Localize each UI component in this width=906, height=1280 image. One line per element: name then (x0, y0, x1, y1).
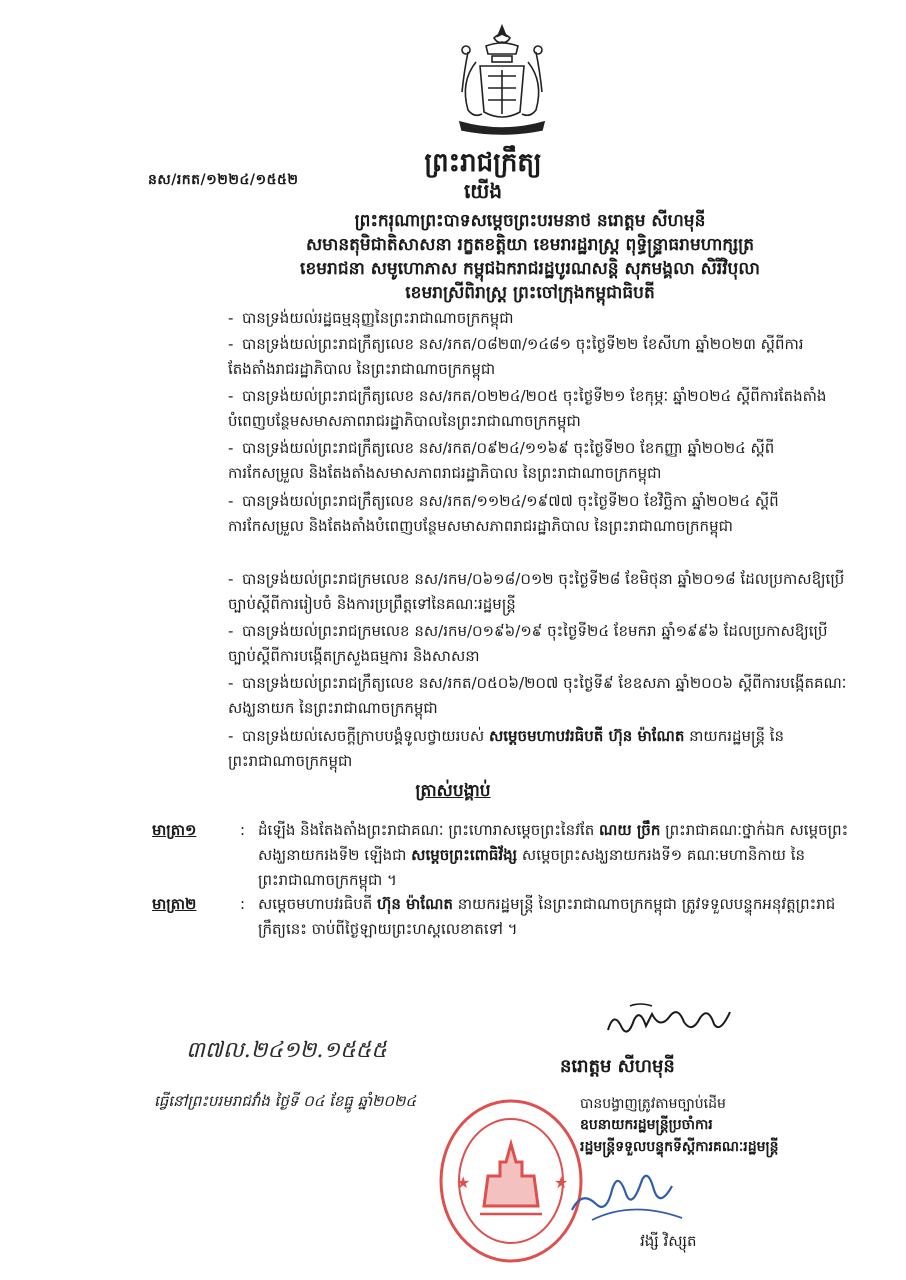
recital-item: - បានទ្រង់យល់សេចក្តីក្រាបបង្គំទូលថ្វាយរបស់ សម្តេចមហាបវរធិបតី ហ៊ុន ម៉ាណែត នាយករដ្ឋមន្ត្រី នៃព្រះរាជាណាចក្រកម្ពុជា (228, 727, 785, 770)
minister-signature-icon (562, 1160, 692, 1230)
cosign-line: ឧបនាយករដ្ឋមន្ត្រីប្រចាំការ (580, 1117, 713, 1133)
recital-item: - បានទ្រង់យល់ព្រះរាជក្រឹត្យលេខ នស/រកត/០៨២៣/១៤៨១ ចុះថ្ងៃទី២២ ខែសីហា ឆ្នាំ២០២៣ ស្តីពីការតែងតាំងរាជរដ្ឋាភិបាល នៃព្រះរាជាណាចក្រកម្ពុជា (228, 335, 804, 378)
cosign-line: បានបង្វាញត្រូវតាមច្បាប់ដើម (580, 1096, 726, 1112)
reference-number: នស/រកត/១២២៤/១៥៥២ (148, 172, 299, 188)
article-label: មាត្រា១ (152, 821, 197, 839)
minister-name: វង្សី វិស្សុត (640, 1232, 697, 1250)
section-heading: ត្រាស់បង្គាប់ (415, 781, 491, 801)
recital-item: - បានទ្រង់យល់ព្រះរាជក្រឹត្យលេខ នស/រកត/០៩២៤/១១៦៩ ចុះថ្ងៃទី២០ ខែកញ្ញា ឆ្នាំ២០២៤ ស្តីពីការកែសម្រួល និងតែងតាំងសមាសភាពរាជរដ្ឋាភិបាល នៃព្រះរាជាណាចក្រកម្ពុជា (228, 439, 775, 482)
header-line: ខេមរាជនា សមូហោភាស កម្ពុជឯករាជរដ្ឋបូរណសន្តិ សុភមង្គលា សិរីវិបុលា (300, 259, 760, 279)
recital-item: - បានទ្រង់យល់រដ្ឋធម្មនុញ្ញនៃព្រះរាជាណាចក្រកម្ពុជា (228, 309, 514, 327)
recital-item: - បានទ្រង់យល់ព្រះរាជក្រមលេខ នស/រកម/០៦១៨/០១២ ចុះថ្ងៃទី២៨ ខែមិថុនា ឆ្នាំ២០១៨ ដែលប្រកាសឱ្យប្រើច្បាប់ស្តីពីការរៀបចំ និងការប្រព្រឹត្តទៅនៃគណៈរដ្ឋមន្ត្រី (228, 570, 845, 613)
article-text: សម្តេចមហាបវរធិបតី ហ៊ុន ម៉ាណែត នាយករដ្ឋមន្ត្រី នៃព្រះរាជាណាចក្រកម្ពុជា ត្រូវទទួលបន្ទុកអនុវត្តព្រះរាជក្រឹត្យនេះ ចាប់ពីថ្ងៃឡាយព្រះហស្តលេខាតទៅ ។ (258, 895, 836, 938)
header-line: សមានតុមិជាតិសាសនា រក្ខតខត្តិយា ខេមរារដ្ឋរាស្ត្រ ពុទ្ធិន្ទ្រាធរាមហាក្សត្រ (305, 235, 755, 255)
recital-item: - បានទ្រង់យល់ព្រះរាជក្រឹត្យលេខ នស/រកត/១១២៤/១៩៧៧ ចុះថ្ងៃទី២០ ខែវិច្ឆិកា ឆ្នាំ២០២៤ ស្តីពីការកែសម្រួល និងតែងតាំងបំពេញបន្ថែមសមាសភាពរាជរដ្ឋាភិបាល នៃព្រះរាជាណាចក្រកម្ពុជា (228, 492, 779, 535)
article-2: មាត្រា២ : សម្តេចមហាបវរធិបតី ហ៊ុន ម៉ាណែត នាយករដ្ឋមន្ត្រី នៃព្រះរាជាណាចក្រកម្ពុជា ត្រូវទទួលបន្ទុកអនុវត្តព្រះរាជក្រឹត្យនេះ ចាប់ពីថ្ងៃឡាយព្រះហស្តលេខាតទៅ ។ (152, 892, 852, 942)
royal-coat-of-arms-icon (446, 22, 558, 140)
decree-subtitle: យើង (463, 179, 503, 203)
header-line: ខេមរាស្រីពិរាស្ត្រ ព្រះចៅក្រុងកម្ពុជាធិបតី (405, 283, 655, 303)
article-1: មាត្រា១ : ដំឡើង និងតែងតាំងព្រះរាជាគណៈ ព្រះហោរាសម្តេចព្រះនៃវតែ ណយ ច្រឹក ព្រះរាជាគណៈថ្នាក់ឯក សម្តេចព្រះសង្ឃនាយករងទី២ ឡើងជា សម្តេចព្រះពោធិវ័ង្ស សម្តេចព្រះសង្ឃនាយករងទី១ គណៈមហានិកាយ នៃព្រះរាជាណាចក្រកម្ពុជា ។ (152, 818, 852, 893)
article-text: ដំឡើង និងតែងតាំងព្រះរាជាគណៈ ព្រះហោរាសម្តេចព្រះនៃវតែ ណយ ច្រឹក ព្រះរាជាគណៈថ្នាក់ឯក សម្តេចព្រះសង្ឃនាយករងទី២ ឡើងជា សម្តេចព្រះពោធិវ័ង្ស សម្តេចព្រះសង្ឃនាយករងទី១ គណៈមហានិកាយ នៃព្រះរាជាណាចក្រកម្ពុជា ។ (258, 821, 849, 889)
royal-signature-icon (600, 1000, 750, 1040)
recital-item: - បានទ្រង់យល់ព្រះរាជក្រមលេខ នស/រកម/០១៩៦/១៩ ចុះថ្ងៃទី២៤ ខែមករា ឆ្នាំ១៩៩៦ ដែលប្រកាសឱ្យប្រើច្បាប់ស្តីពីការបង្កើតក្រសួងធម្មការ និងសាសនា (228, 622, 828, 665)
recital-item: - បានទ្រង់យល់ព្រះរាជក្រឹត្យលេខ នស/រកត/០៥០៦/២០៧ ចុះថ្ងៃទី៩ ខែឧសភា ឆ្នាំ២០០៦ ស្តីពីការបង្កើតគណៈសង្ឃនាយក នៃព្រះរាជាណាចក្រកម្ពុជា (228, 674, 847, 717)
article-label: មាត្រា២ (152, 895, 197, 913)
recital-item: - បានទ្រង់យល់ព្រះរាជក្រឹត្យលេខ នស/រកត/០២២៤/២០៥ ចុះថ្ងៃទី២១ ខែកុម្ភៈ ឆ្នាំ២០២៤ ស្តីពីការតែងតាំងបំពេញបន្ថែមសមាសភាពរាជរដ្ឋាភិបាលនៃព្រះរាជាណាចក្រកម្ពុជា (228, 387, 827, 430)
svg-text:★: ★ (554, 1173, 569, 1192)
decree-title: ព្រះរាជក្រឹត្យ (424, 148, 542, 178)
svg-text:★: ★ (456, 1173, 471, 1192)
place-date: ធ្វើនៅព្រះបរមរាជវាំង ថ្ងៃទី ០៤ ខែធ្នូ ឆ្នាំ២០២៤ (154, 1092, 416, 1110)
handwritten-reference: ៣៧ល.២៤១២.១៥៥៥ (186, 1038, 387, 1063)
king-name: នរោត្តម សីហមុនី (560, 1056, 675, 1077)
cosign-line: រដ្ឋមន្ត្រីទទួលបន្ទុកទីស្តីការគណៈរដ្ឋមន្ត្រី (580, 1139, 779, 1155)
header-line: ព្រះករុណាព្រះបាទសម្តេចព្រះបរមនាថ នរោត្តម សីហមុនី (354, 211, 706, 231)
